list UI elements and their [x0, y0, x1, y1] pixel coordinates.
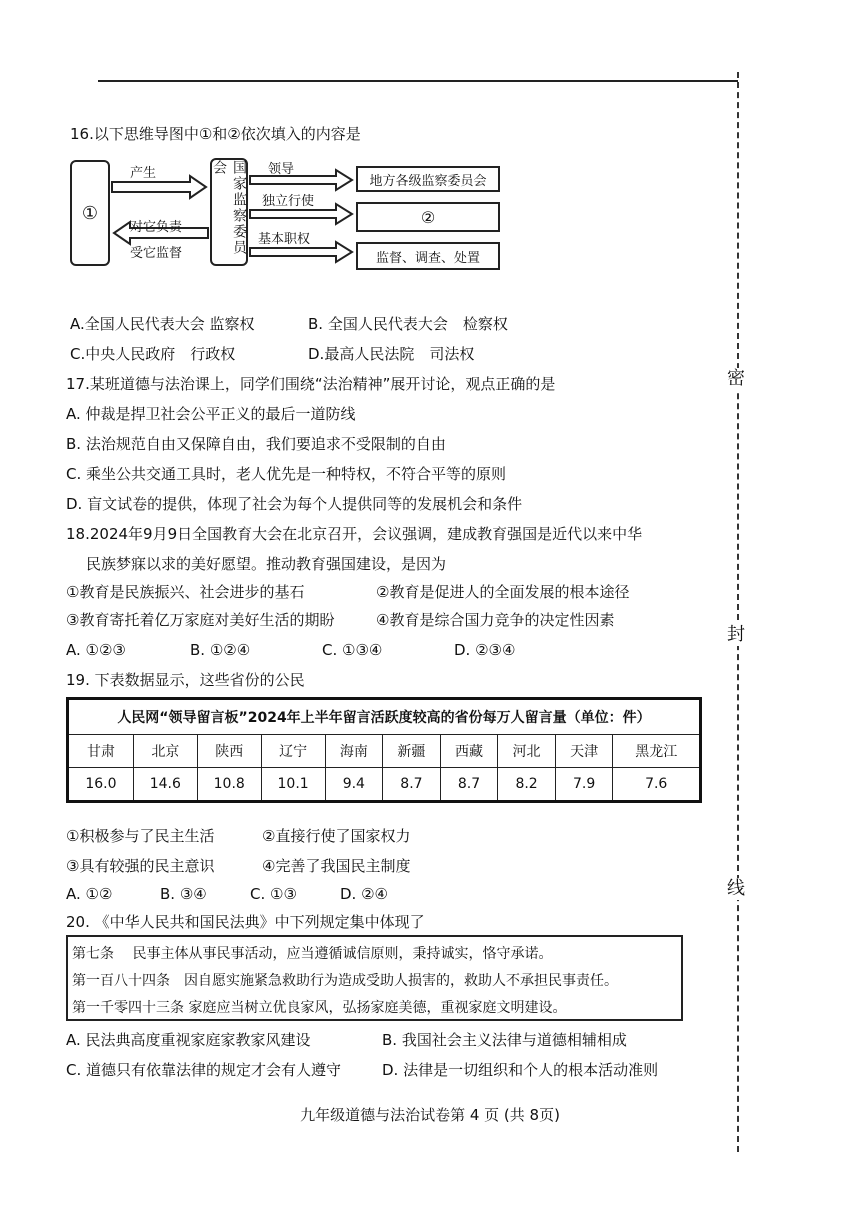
q20-stem: 20. 《中华人民共和国民法典》中下列规定集中体现了	[66, 913, 425, 931]
q17-option-b: B. 法治规范自由又保障自由，我们要追求不受限制的自由	[66, 435, 446, 453]
q17-option-a: A. 仲裁是捍卫社会公平正义的最后一道防线	[66, 405, 356, 423]
q20-option-d: D. 法律是一切组织和个人的根本活动准则	[382, 1061, 659, 1079]
q19-value-cell: 8.2	[498, 768, 556, 802]
q16-right-arrows	[246, 160, 358, 272]
q18-stem-line2: 民族梦寐以求的美好愿望。推动教育强国建设，是因为	[86, 555, 447, 573]
top-rule	[98, 80, 738, 82]
q19-option-a: A. ①②	[66, 885, 113, 903]
q19-option-c: C. ①③	[250, 885, 297, 903]
q19-statement-3: ③具有较强的民主意识	[66, 857, 215, 875]
q19-province-cell: 甘肃	[68, 735, 134, 768]
q16-arrow-supervise-label: 受它监督	[130, 246, 183, 261]
q18-statement-3: ③教育寄托着亿万家庭对美好生活的期盼	[66, 611, 335, 629]
q19-value-cell: 8.7	[383, 768, 441, 802]
q19-value-cell: 16.0	[68, 768, 134, 802]
q18-option-b: B. ①②④	[190, 641, 251, 659]
q19-table-title: 人民网“领导留言板”2024年上半年留言活跃度较高的省份每万人留言量（单位：件）	[68, 699, 701, 735]
q19-value-cell: 10.1	[261, 768, 325, 802]
q20-articles-box	[66, 935, 683, 1021]
q19-value-row	[68, 768, 701, 802]
q16-branch-power-label: 基本职权	[258, 232, 311, 247]
q20-option-c: C. 道德只有依靠法律的规定才会有人遵守	[66, 1061, 342, 1079]
q19-option-d: D. ②④	[340, 885, 388, 903]
q19-province-cell: 新疆	[383, 735, 441, 768]
q19-data-table	[66, 697, 702, 803]
q16-blank-1-box: ①	[70, 160, 110, 266]
q17-stem: 17.某班道德与法治课上，同学们围绕“法治精神”展开讨论，观点正确的是	[66, 375, 556, 393]
q19-province-cell: 北京	[133, 735, 197, 768]
q16-stem: 16.以下思维导图中①和②依次填入的内容是	[70, 125, 361, 143]
q18-option-a: A. ①②③	[66, 641, 126, 659]
q17-option-d: D. 盲文试卷的提供，体现了社会为每个人提供同等的发展机会和条件	[66, 495, 523, 513]
q19-value-cell: 10.8	[197, 768, 261, 802]
q16-option-b: B. 全国人民代表大会 检察权	[308, 315, 508, 333]
q17-option-c: C. 乘坐公共交通工具时，老人优先是一种特权，不符合平等的原则	[66, 465, 507, 483]
q20-article-1043: 第一千零四十三条 家庭应当树立优良家风，弘扬家庭美德，重视家庭文明建设。	[72, 1000, 567, 1016]
q16-arrow-produce-label: 产生	[130, 166, 157, 181]
q19-province-row	[68, 735, 701, 768]
q20-option-a: A. 民法典高度重视家庭家教家风建设	[66, 1031, 311, 1049]
q16-branch-lead-label: 领导	[268, 162, 295, 177]
q20-article-184: 第一百八十四条 因自愿实施紧急救助行为造成受助人损害的，救助人不承担民事责任。	[72, 973, 618, 989]
q20-article-7: 第七条 民事主体从事民事活动，应当遵循诚信原则，秉持诚实，恪守承诺。	[72, 946, 553, 962]
q16-blank-2-box: ②	[356, 202, 500, 232]
q19-value-cell: 7.9	[555, 768, 613, 802]
q19-province-cell: 辽宁	[261, 735, 325, 768]
q19-stem: 19. 下表数据显示，这些省份的公民	[66, 671, 305, 689]
q19-value-cell: 14.6	[133, 768, 197, 802]
q19-province-cell: 河北	[498, 735, 556, 768]
q18-statement-2: ②教育是促进人的全面发展的根本途径	[376, 583, 630, 601]
q19-value-cell: 8.7	[440, 768, 498, 802]
q16-out-local-committees: 地方各级监察委员会	[356, 166, 500, 192]
side-char-xian: 线	[727, 878, 745, 899]
q19-statement-1: ①积极参与了民主生活	[66, 827, 215, 845]
q18-statement-1: ①教育是民族振兴、社会进步的基石	[66, 583, 305, 601]
q16-arrow-responsible-label: 对它负责	[130, 220, 183, 235]
q19-value-cell: 7.6	[613, 768, 701, 802]
q19-statement-2: ②直接行使了国家权力	[262, 827, 411, 845]
q19-province-cell: 天津	[555, 735, 613, 768]
q18-option-d: D. ②③④	[454, 641, 516, 659]
q19-province-cell: 西藏	[440, 735, 498, 768]
q19-province-cell: 陕西	[197, 735, 261, 768]
binding-line	[737, 72, 739, 1152]
q19-value-cell: 9.4	[325, 768, 383, 802]
q18-statement-4: ④教育是综合国力竞争的决定性因素	[376, 611, 615, 629]
q19-option-b: B. ③④	[160, 885, 207, 903]
q19-statement-4: ④完善了我国民主制度	[262, 857, 411, 875]
q16-option-c: C.中央人民政府 行政权	[70, 345, 236, 363]
q16-out-duties: 监督、调查、处置	[356, 242, 500, 270]
q16-branch-exercise-label: 独立行使	[262, 194, 315, 209]
q16-center-box: 国家监察委员会	[210, 158, 248, 266]
q16-option-a: A.全国人民代表大会 监察权	[70, 315, 255, 333]
q19-province-cell: 海南	[325, 735, 383, 768]
page-footer: 九年级道德与法治试卷第 4 页 (共 8页)	[300, 1106, 560, 1124]
q18-stem-line1: 18.2024年9月9日全国教育大会在北京召开，会议强调，建成教育强国是近代以来中华	[66, 525, 643, 543]
side-char-feng: 封	[727, 624, 745, 645]
side-char-mi: 密	[727, 368, 745, 389]
q16-option-d: D.最高人民法院 司法权	[308, 345, 475, 363]
q19-province-cell: 黑龙江	[613, 735, 701, 768]
q18-option-c: C. ①③④	[322, 641, 383, 659]
q20-option-b: B. 我国社会主义法律与道德相辅相成	[382, 1031, 627, 1049]
